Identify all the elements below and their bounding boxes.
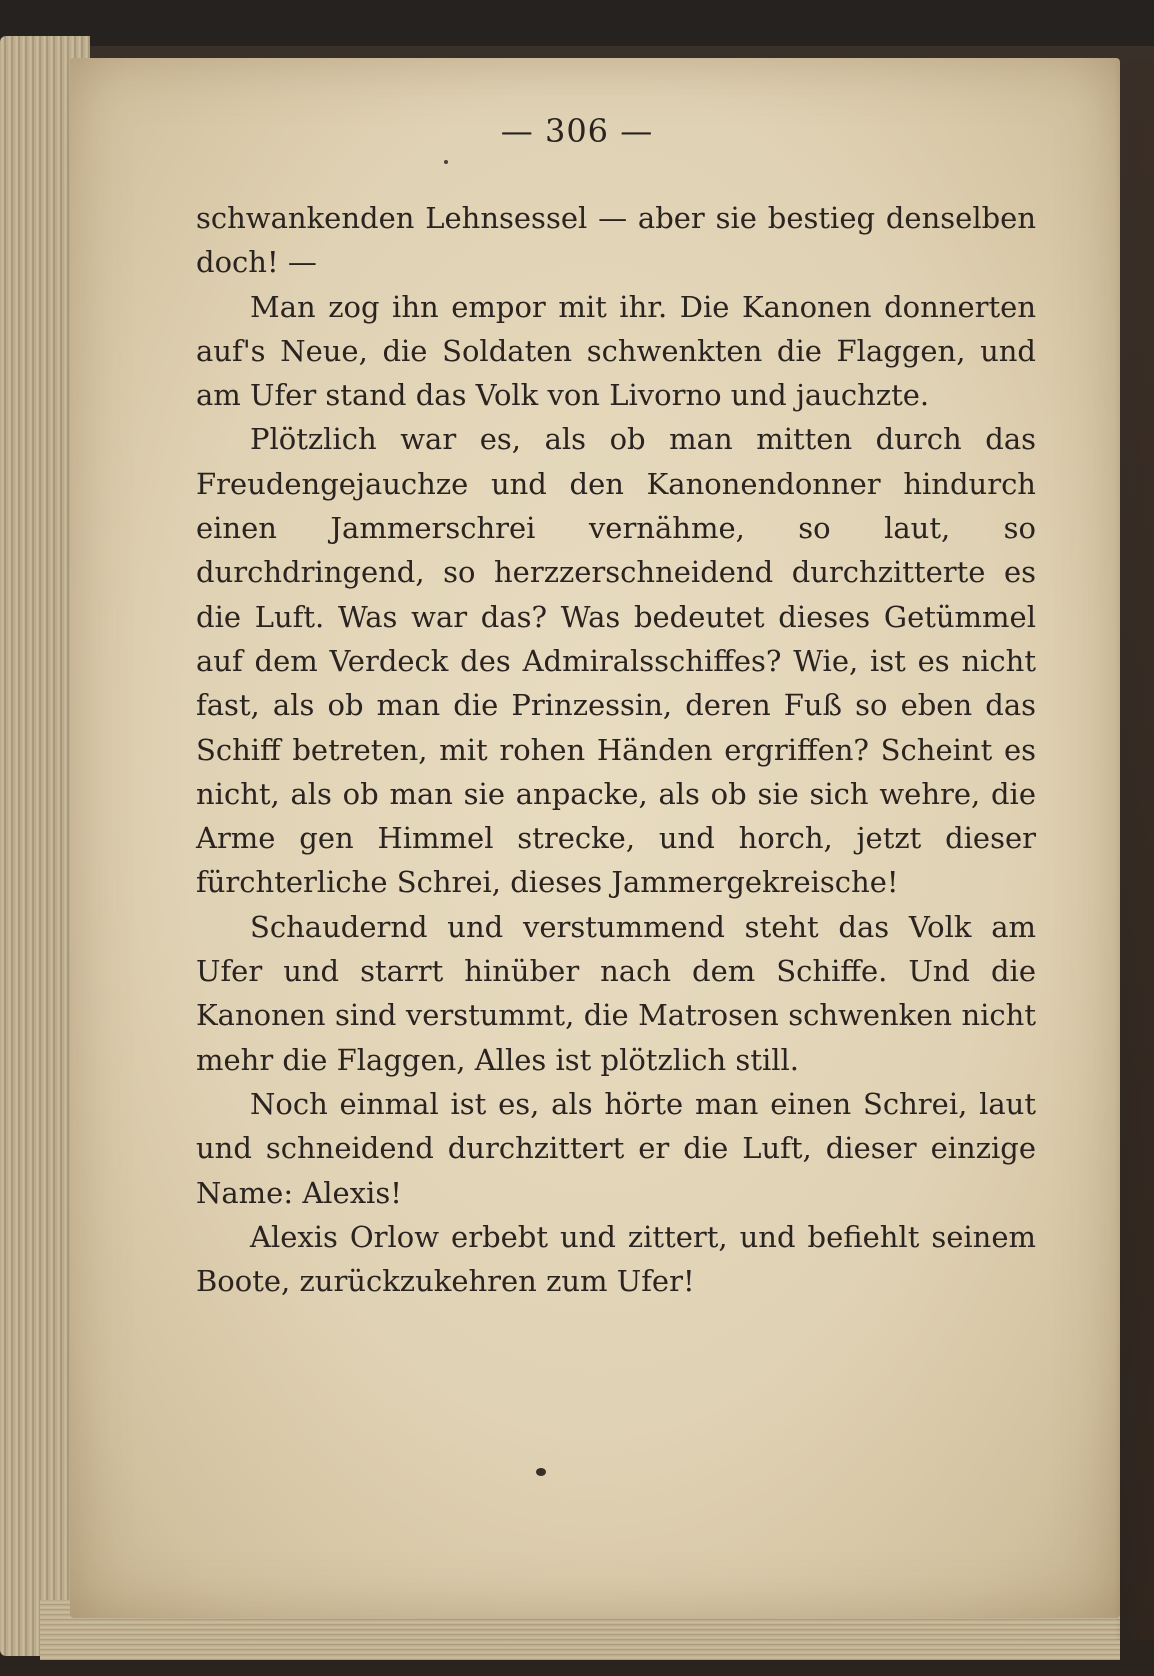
scanner-background — [0, 0, 1154, 46]
page-number: — 306 — — [500, 112, 654, 150]
paragraph-5: Noch einmal ist es, als hörte man einen Schrei, laut und schneidend durchzittert er die Luft, dieser einzige Name: Alexis! — [196, 1086, 1036, 1210]
paragraph-1: schwankenden Lehnsessel — aber sie bestieg denselben doch! — — [196, 201, 1036, 280]
body-text — [196, 196, 1036, 1303]
book-spine-shadow — [1114, 60, 1154, 1640]
ink-blot-mark — [536, 1468, 546, 1476]
paragraph-6: Alexis Orlow erbebt und zittert, und befiehlt seinem Boote, zurückzukehren zum Ufer! — [196, 1219, 1036, 1299]
paragraph-2: Man zog ihn empor mit ihr. Die Kanonen donnerten auf's Neue, die Soldaten schwenkten die Flaggen, und am Ufer stand das Volk von Livorno und jauchzte. — [196, 289, 1036, 413]
paragraph-3: Plötzlich war es, als ob man mitten durch das Freudengejauchze und den Kanonendonner hindurch einen Jammerschrei vernähme, so laut, so durchdringend, so herzzerschneidend durchzitterte es die Luft. Was war das? Was bedeutet dieses Getümmel auf dem Verdeck des Admiralsschiffes? Wie, ist es nicht fast, als ob man die Prinzessin, deren Fuß so eben das Schiff betreten, mit rohen Händen ergriffen? Scheint es nicht, als ob man sie anpacke, als ob sie sich wehre, die Arme gen Himmel strecke, und horch, jetzt dieser fürchterliche Schrei, dieses Jammergekreische! — [196, 422, 1036, 900]
ink-speck — [444, 160, 448, 164]
paragraph-4: Schaudernd und verstummend steht das Volk am Ufer und starrt hinüber nach dem Schiffe. Und die Kanonen sind verstummt, die Matrosen schwenken nicht mehr die Flaggen, Alles ist plötzlich still. — [196, 909, 1036, 1077]
